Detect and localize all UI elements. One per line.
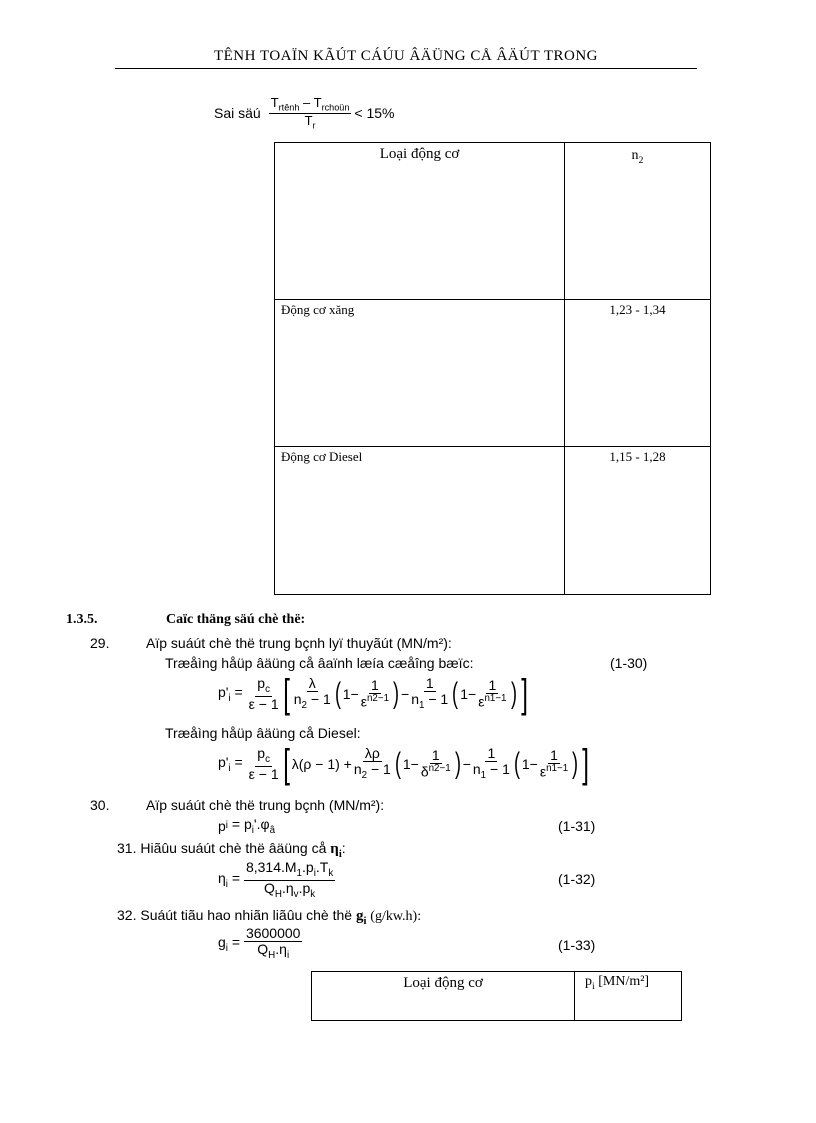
formula-1-31: p i = $p_i'.\varphi_â$: [218, 816, 276, 836]
item29-case2: Træåìng håüp âäüng cå Diesel:: [165, 725, 361, 741]
error-formula: [214, 96, 395, 130]
item29-case1-ref: (1-30): [610, 655, 648, 671]
item31-text: 31. Hiãûu suáút chè thë âäüng cå $\eta_i$:: [117, 840, 346, 860]
item29-number: 29.: [90, 635, 110, 651]
item29-text: Aïp suáút chè thë trung bçnh lyï thuyãút (MN/m²):: [146, 635, 452, 651]
item32-text: 32. Suáút tiãu hao nhiãn liãûu chè thë $g_i$ (g/kw.h):: [117, 907, 422, 927]
header-divider: [115, 68, 697, 69]
table1-row-value: 1,23 - 1,34: [565, 300, 711, 447]
table1-header-engine: Loại động cơ: [275, 143, 565, 300]
section-heading: [66, 612, 306, 628]
page-header-title: TÊNH TOAÏN KÃÚT CÁÚU ÂÄÜNG CÅ ÂÄÚT TRONG: [213, 48, 599, 64]
table2-header-pi: $p_i$ [MN/m²]: [575, 972, 682, 1021]
item32-ref: (1-33): [558, 937, 596, 953]
formula-1-30: $p'_i$ = $\frac{p_c}{\varepsilon - 1}$ [ $\frac{\lambda}{n_2 - 1}$ ( 1− $\frac{1}{\varepsilon^{n2-1}}$ ) − $\frac{1}{n_1 - 1}$ ( 1− $\frac{1}{\varepsilon^{n1-1}}$ ) ]: [218, 672, 528, 716]
item29-case1: Træåìng håüp âäüng cå âaïnh læía cæåîng bæïc:: [165, 655, 474, 671]
table2-header-engine: Loại động cơ: [312, 972, 575, 1021]
section-title: Caïc thäng säú chè thë:: [166, 612, 306, 627]
mean-pressure-table: [311, 971, 682, 1021]
error-fraction: $\frac{T_{rtênh} - T_{rchoün}}{T_r}$: [270, 95, 350, 131]
formula-1-33: $g_i$ = $\frac{3600000}{Q_H.\eta_i}$: [218, 925, 301, 962]
table1-row-engine: Động cơ Diesel: [275, 447, 565, 595]
table1-header-n2: $n_2$: [565, 143, 711, 300]
section-number: 1.3.5.: [66, 612, 98, 627]
error-label: Sai säú: [214, 105, 261, 122]
item30-number: 30.: [90, 797, 110, 813]
item30-ref: (1-31): [558, 818, 596, 834]
table1-row-value: 1,15 - 1,28: [565, 447, 711, 595]
formula-1-32: $\eta_i$ = $\frac{8,314.M_1.p_i.T_k}{Q_H.\eta_v.p_k}$: [218, 859, 334, 900]
item30-text: Aïp suáút chè thë trung bçnh (MN/m²):: [146, 797, 385, 813]
formula-diesel: $p'_i$ = $\frac{p_c}{\varepsilon - 1}$ [ λ(ρ − 1) + $\frac{\lambda\rho}{n_2 - 1}$ ( 1− $\frac{1}{\delta^{n2-1}}$ ) − $\frac{1}{n_1 - 1}$ ( 1− $\frac{1}{\varepsilon^{n1-1}}$ ) ]: [218, 742, 590, 786]
table1-row-engine: Động cơ xăng: [275, 300, 565, 447]
polytropic-index-table: [274, 142, 711, 595]
error-rhs: < 15%: [354, 105, 395, 122]
item31-ref: (1-32): [558, 871, 596, 887]
